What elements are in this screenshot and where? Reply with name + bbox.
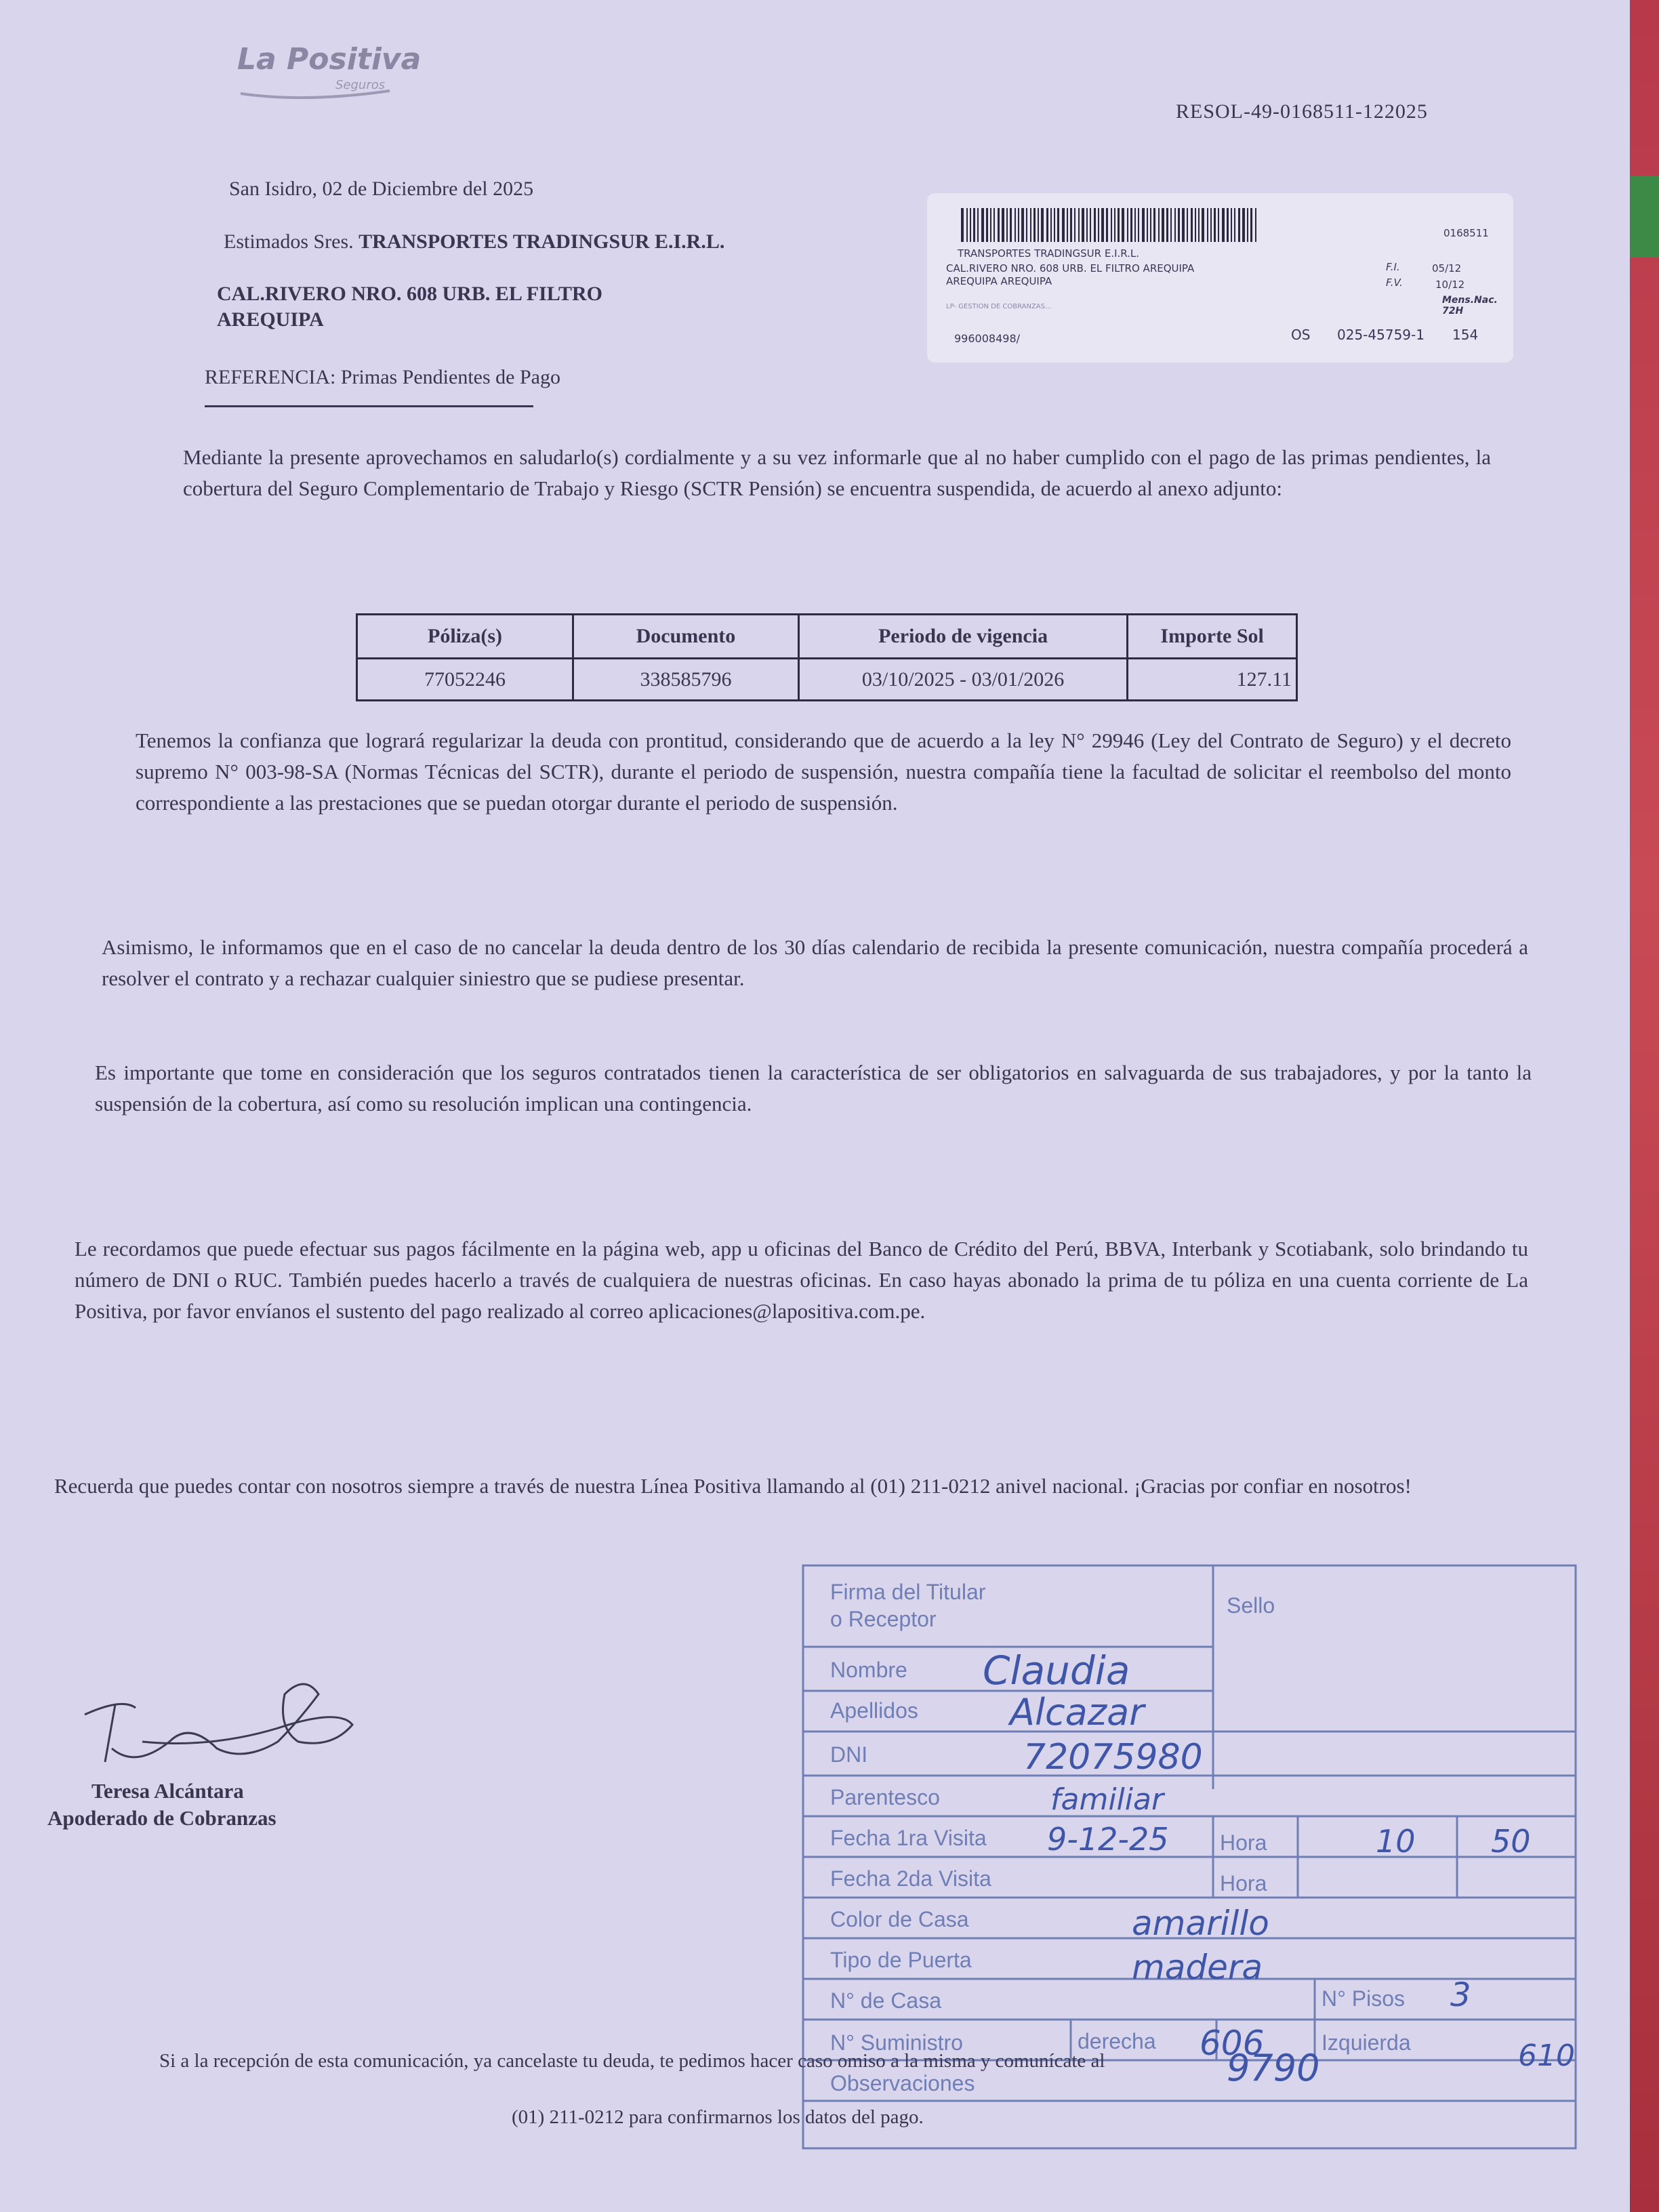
stamp-label: DNI: [830, 1742, 868, 1767]
label-fi-value: 05/12: [1432, 262, 1462, 274]
handwritten-pisos: 3: [1450, 1976, 1471, 2014]
label-os-value: 025-45759-1: [1337, 327, 1425, 343]
stamp-label: derecha: [1078, 2029, 1156, 2053]
table-row: [357, 659, 1297, 701]
table-cell: 127.11: [1128, 659, 1297, 701]
label-gestion: LP- GESTION DE COBRANZAS...: [946, 303, 1052, 310]
label-os: OS: [1291, 327, 1311, 343]
handwritten-derecha: 606: [1200, 2024, 1265, 2063]
background-fabric: [1630, 0, 1659, 2212]
greeting-prefix: Estimados Sres.: [224, 230, 354, 253]
table-cell: 03/10/2025 - 03/01/2026: [798, 659, 1127, 701]
table-header: Documento: [573, 615, 799, 659]
stamp-label: Izquierda: [1322, 2030, 1411, 2055]
reference-line: REFERENCIA: Primas Pendientes de Pago: [205, 366, 560, 388]
stamp-label: Firma del Titular: [830, 1580, 986, 1604]
address-line-2: AREQUIPA: [217, 308, 324, 331]
handwritten-apellidos: Alcazar: [1010, 1691, 1145, 1734]
recipient-address: [217, 281, 602, 333]
paragraph-cancellation: Asimismo, le informamos que en el caso de no cancelar la deuda dentro de los 30 días calendario de recibida la presente comunicación, nuestra compañía procederá a resolver el contrato y a rechazar cualquier siniestro que se pudiese presentar.: [102, 935, 1528, 990]
label-count: 154: [1452, 327, 1479, 343]
label-address-1: CAL.RIVERO NRO. 608 URB. EL FILTRO AREQUIPA: [946, 262, 1195, 274]
stamp-label: o Receptor: [830, 1607, 937, 1631]
stamp-label: N° Pisos: [1322, 1986, 1406, 2011]
handwritten-suministro: 9790: [1227, 2047, 1320, 2089]
greeting: [224, 230, 724, 253]
handwritten-parentesco: familiar: [1050, 1782, 1164, 1817]
footer-line-2: (01) 211-0212 para confirmarnos los datos del pago.: [512, 2106, 924, 2128]
mailing-label: [927, 193, 1513, 363]
stamp-label: Hora: [1220, 1871, 1267, 1896]
paragraph-contact: Recuerda que puedes contar con nosotros siempre a través de nuestra Línea Positiva llamando al (01) 211-0212 anivel nacional. ¡Gracias por confiar en nosotros!: [54, 1474, 1412, 1498]
label-fv-value: 10/12: [1435, 279, 1465, 291]
table-header: Póliza(s): [357, 615, 573, 659]
stamp-label: N° de Casa: [830, 1988, 941, 2013]
signer-name: Teresa Alcántara: [91, 1779, 244, 1803]
label-fv: F.V.: [1386, 276, 1403, 289]
stamp-label: Color de Casa: [830, 1907, 969, 1931]
handwritten-izquierda: 610: [1518, 2039, 1575, 2073]
stamp-label: Apellidos: [830, 1698, 918, 1723]
handwritten-puerta: madera: [1132, 1948, 1263, 1987]
paragraph-payment: Le recordamos que puede efectuar sus pagos fácilmente en la página web, app u oficinas del Banco de Crédito del Perú, BBVA, Interbank y Scotiabank, solo brindando tu número de DNI o RUC. También puedes hacerlo a través de cualquiera de nuestras oficinas. En caso hayas abonado la prima de tu póliza en una cuenta corriente de La Positiva, por favor envíanos el sustento del pago realizado al correo aplicaciones@lapositiva.com.pe.: [75, 1237, 1528, 1323]
stamp-label: N° Suministro: [830, 2030, 963, 2055]
label-address-2: AREQUIPA AREQUIPA: [946, 275, 1052, 287]
reference-underline: [205, 405, 533, 407]
recipient-company: TRANSPORTES TRADINGSUR E.I.R.L.: [359, 230, 725, 253]
paragraph-intro: Mediante la presente aprovechamos en saludarlo(s) cordialmente y a su vez informarle que al no haber cumplido con el pago de las primas pendientes, la cobertura del Seguro Complementario de Trabajo y Riesgo (SCTR Pensión) se encuentra suspendida, de acuerdo al anexo adjunto:: [183, 445, 1491, 500]
company-logo: La Positiva: [237, 42, 422, 77]
company-logo-subtitle: Seguros: [335, 78, 386, 92]
table-header: Importe Sol: [1128, 615, 1297, 659]
label-fi: F.I.: [1386, 261, 1400, 273]
logo-swoosh-icon: [237, 81, 393, 102]
table-cell: 338585796: [573, 659, 799, 701]
address-line-1: CAL.RIVERO NRO. 608 URB. EL FILTRO: [217, 283, 602, 305]
table-header-row: [357, 615, 1297, 659]
barcode-icon: [961, 208, 1259, 242]
signer-role: Apoderado de Cobranzas: [47, 1806, 276, 1830]
stamp-label: Parentesco: [830, 1785, 940, 1809]
stamp-label: Fecha 1ra Visita: [830, 1826, 987, 1850]
date-line: San Isidro, 02 de Diciembre del 2025: [229, 178, 534, 200]
handwritten-dni: 72075980: [1023, 1737, 1203, 1778]
resolution-number: RESOL-49-0168511-122025: [1176, 100, 1428, 123]
stamp-label: Nombre: [830, 1658, 907, 1682]
paragraph-law: Tenemos la confianza que logrará regularizar la deuda con prontitud, considerando que de acuerdo a la ley N° 29946 (Ley del Contrato de Seguro) y el decreto supremo N° 003-98-SA (Normas Técnicas del SCTR), durante el periodo de suspensión, nuestra compañía tiene la facultad de solicitar el reembolso del monto correspondiente a las prestaciones que se puedan otorgar durante el periodo de suspensión.: [136, 729, 1511, 815]
stamp-label: Observaciones: [830, 2071, 975, 2095]
handwritten-hora-h: 10: [1376, 1823, 1416, 1860]
handwritten-color: amarillo: [1132, 1904, 1269, 1943]
policy-table: [356, 613, 1298, 701]
handwritten-signature: [75, 1667, 359, 1779]
handwritten-nombre: Claudia: [983, 1647, 1130, 1694]
footer-line-1: Si a la recepción de esta comunicación, ya cancelaste tu deuda, te pedimos hacer caso omiso a la misma y comunícate al: [159, 2050, 1105, 2072]
label-number: 0168511: [1443, 227, 1489, 239]
delivery-stamp-form: [779, 1538, 1593, 2182]
table-header: Periodo de vigencia: [798, 615, 1127, 659]
stamp-label: Fecha 2da Visita: [830, 1866, 991, 1891]
background-fabric-detail: [1630, 176, 1659, 258]
paragraph-importance: Es importante que tome en consideración que los seguros contratados tienen la característica de ser obligatorios en salvaguarda de sus trabajadores, y por la tanto la suspensión de la cobertura, así como su resolución implican una contingencia.: [95, 1061, 1532, 1115]
handwritten-hora-m: 50: [1491, 1823, 1531, 1860]
table-cell: 77052246: [357, 659, 573, 701]
stamp-label: Hora: [1220, 1830, 1267, 1855]
label-mens: Mens.Nac. 72H: [1442, 295, 1498, 316]
handwritten-fecha1: 9-12-25: [1047, 1821, 1169, 1858]
label-code: 996008498/: [954, 332, 1021, 345]
label-recipient: TRANSPORTES TRADINGSUR E.I.R.L.: [958, 247, 1140, 260]
stamp-label: Sello: [1227, 1593, 1275, 1618]
stamp-label: Tipo de Puerta: [830, 1948, 972, 1972]
